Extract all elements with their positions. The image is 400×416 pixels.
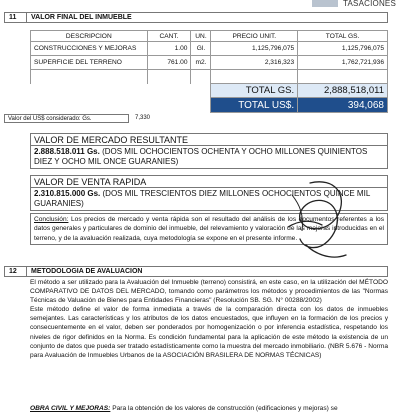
- section-12-number: 12: [5, 267, 27, 276]
- col-header-quantity: CANT.: [147, 31, 191, 42]
- total-us-value: 394,068: [298, 98, 388, 113]
- exchange-rate-value: 7,330: [135, 115, 151, 121]
- row-description: CONSTRUCCIONES Y MEJORAS: [31, 42, 148, 56]
- quick-sale-title: VALOR DE VENTA RAPIDA: [31, 176, 387, 188]
- conclusion-box: [30, 213, 388, 245]
- methodology-paragraph-2: Este método define el valor de forma inmediata a través de la comparación directa con los datos de inmuebles semejantes. Las características y los atributos de los datos encuestados, que influyen en la formación de los precios y consecuentemente en el valor, deben ser ponderados por homogenización o por inferencia estadística, respetando los niveles de rigor definidos en la Norma. Es condición fundamental para la aplicación de este método la existencia de un conjunto de datos que pueda ser tratado estadísticamente como la muestra del mercado inmobiliario. (NBR 5.676 - Norma para Avaluación de Inmuebles Urbanos de la ASOCIACIÓN BRASILERA DE NORMAS TÉCNICAS): [30, 306, 388, 359]
- row-total: 1,125,796,075: [298, 42, 388, 56]
- row-total: 1,762,721,936: [298, 56, 388, 70]
- table-row: [31, 56, 388, 70]
- quick-sale-body: [31, 188, 387, 210]
- company-logo: [312, 0, 338, 7]
- obra-civil-text: Para la obtención de los valores de construcción (edificaciones y mejoras) se: [112, 405, 338, 412]
- exchange-rate-label: Valor del US$ considerado: Gs.: [4, 114, 129, 123]
- col-header-description: DESCRIPCION: [31, 31, 148, 42]
- conclusion-label: Conclusión:: [34, 216, 69, 223]
- quick-sale-words: (DOS MIL TRESCIENTOS DIEZ MILLONES OCHOCIENTOS QUINCE MIL GUARANIES): [34, 189, 370, 208]
- section-12-title: METODOLOGIA DE AVALUACION: [31, 268, 143, 275]
- row-unit: m2.: [191, 56, 211, 70]
- section-12-header: [4, 266, 388, 277]
- market-value-body: [31, 146, 387, 168]
- market-value-title: VALOR DE MERCADO RESULTANTE: [31, 134, 387, 146]
- table-spacer-row: [31, 70, 388, 84]
- total-us-label: TOTAL US$.: [211, 98, 298, 113]
- total-gs-row: [31, 84, 388, 98]
- page-top-bar: [0, 0, 400, 8]
- methodology-paragraph-1: El método a ser utilizado para la Avaluación del Inmueble (terreno) consistirá, en este caso, en la utilización del MÉTODO COMPARATIVO DE DATOS DEL MERCADO, tomando como parámetros los métodos y procedimientos de las "Normas Técnicas de Valuación de Bienes para Entidades Financieras" (Resolución SB. SG. N° 00288/2002): [30, 279, 388, 305]
- table-row: [31, 42, 388, 56]
- row-quantity: 761.00: [147, 56, 191, 70]
- section-11-header: [4, 12, 388, 23]
- total-gs-value: 2,888,518,011: [298, 84, 388, 98]
- market-value-box: [30, 133, 388, 169]
- section-11-title: VALOR FINAL DEL INMUEBLE: [31, 14, 132, 21]
- section-11-number: 11: [5, 13, 27, 22]
- obra-civil-line: [30, 404, 388, 413]
- quick-sale-box: [30, 175, 388, 211]
- total-gs-label: TOTAL GS.: [211, 84, 298, 98]
- exchange-rate-row: [4, 114, 150, 123]
- final-value-table: [30, 30, 388, 113]
- total-us-row: [31, 98, 388, 113]
- row-description: SUPERFICIE DEL TERRENO: [31, 56, 148, 70]
- market-value-amount: 2.888.518.011 Gs.: [34, 147, 100, 156]
- row-unit-price: 1,125,796,075: [211, 42, 298, 56]
- obra-civil-label: OBRA CIVIL Y MEJORAS:: [30, 405, 111, 412]
- quick-sale-amount: 2.310.815.000 Gs.: [34, 189, 101, 198]
- table-header-row: [31, 31, 388, 42]
- row-quantity: 1.00: [147, 42, 191, 56]
- market-value-words: (DOS MIL OCHOCIENTOS OCHENTA Y OCHO MILLONES QUINIENTOS DIEZ Y OCHO MIL ONCE GUARANIES): [34, 147, 368, 166]
- methodology-text: [30, 278, 388, 360]
- row-unit-price: 2,316,323: [211, 56, 298, 70]
- conclusion-text: Los precios de mercado y venta rápida son el resultado del análisis de los documentos referentes a los datos generales y particulares de dominio del inmueble, del relevamiento y valoración de las mejoras introducidas en el terreno, y de la avaluación realizada, cuya metodología se expone en el presente informe.: [34, 216, 384, 242]
- row-unit: Gl.: [191, 42, 211, 56]
- col-header-unit-price: PRECIO UNIT.: [211, 31, 298, 42]
- col-header-unit: UN.: [191, 31, 211, 42]
- brand-text: TASACIONES: [343, 0, 396, 8]
- col-header-total: TOTAL GS.: [298, 31, 388, 42]
